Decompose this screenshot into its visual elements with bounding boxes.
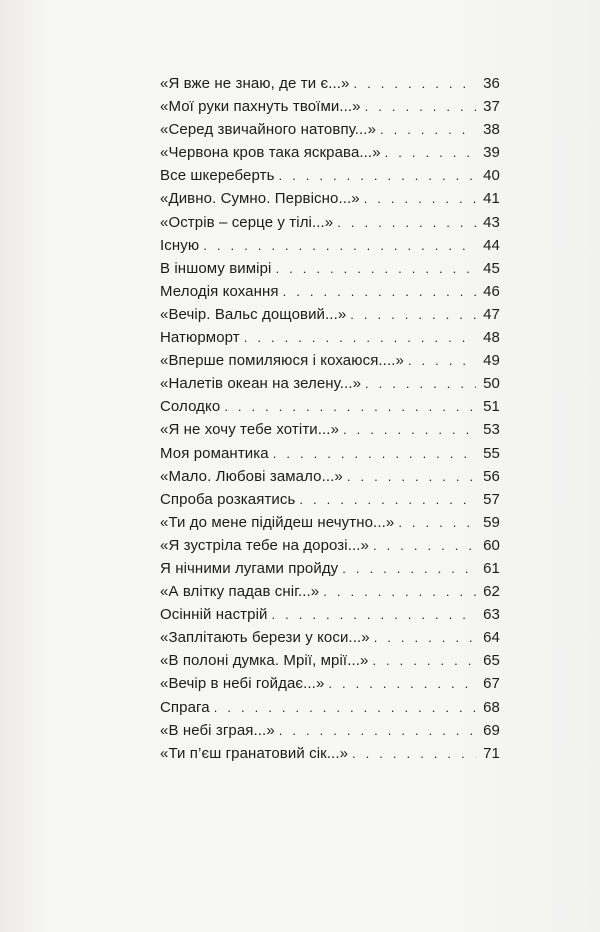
- toc-entry-page-number: 47: [483, 305, 500, 323]
- toc-entry-title: «Заплітають берези у коси...»: [160, 629, 370, 647]
- toc-dot-leader: [408, 349, 476, 372]
- toc-entry-title: Мелодія кохання: [160, 282, 279, 300]
- toc-dot-leader: [299, 488, 476, 511]
- toc-entry-page-number: 39: [483, 144, 500, 162]
- toc-dot-leader: [342, 557, 476, 580]
- toc-entry-title: «Мало. Любові замало...»: [160, 467, 343, 485]
- toc-entry-page-number: 71: [483, 744, 500, 762]
- toc-entry: [160, 488, 500, 511]
- toc-entry-page-number: 59: [483, 513, 500, 531]
- toc-dot-leader: [279, 719, 476, 742]
- toc-entry-page-number: 65: [483, 652, 500, 670]
- toc-entry: [160, 141, 500, 164]
- toc-entry-page-number: 56: [483, 467, 500, 485]
- toc-entry: [160, 326, 500, 349]
- toc-entry-page-number: 49: [483, 352, 500, 370]
- toc-entry-title: Моя романтика: [160, 444, 269, 462]
- toc-entry-page-number: 55: [483, 444, 500, 462]
- toc-entry: [160, 349, 500, 372]
- toc-entry-title: Осінній настрій: [160, 606, 268, 624]
- toc-entry: [160, 211, 500, 234]
- toc-dot-leader: [364, 187, 476, 210]
- toc-entry-title: «Ти п’єш гранатовий сік...»: [160, 744, 349, 762]
- toc-dot-leader: [328, 672, 476, 695]
- toc-dot-leader: [283, 280, 476, 303]
- toc-entry-title: Натюрморт: [160, 329, 240, 347]
- toc-entry-page-number: 60: [483, 536, 500, 554]
- toc-entry: [160, 72, 500, 95]
- toc-dot-leader: [365, 95, 476, 118]
- toc-entry-page-number: 41: [483, 190, 500, 208]
- toc-entry-page-number: 40: [483, 167, 500, 185]
- toc-entry: [160, 418, 500, 441]
- toc-entry: [160, 696, 500, 719]
- toc-entry-page-number: 45: [483, 259, 500, 277]
- toc-dot-leader: [244, 326, 476, 349]
- toc-entry: [160, 465, 500, 488]
- toc-entry-title: «Налетів океан на зелену...»: [160, 375, 362, 393]
- toc-entry-title: «В полоні думка. Мрії, мрії...»: [160, 652, 369, 670]
- toc-entry-page-number: 62: [483, 583, 500, 601]
- toc-dot-leader: [365, 372, 476, 395]
- toc-dot-leader: [352, 742, 476, 765]
- toc-entry-title: Я нічними лугами пройду: [160, 559, 339, 577]
- toc-entry-title: «Вечір. Вальс дощовий...»: [160, 305, 347, 323]
- toc-dot-leader: [353, 72, 476, 95]
- toc-entry-page-number: 63: [483, 606, 500, 624]
- toc-entry-page-number: 69: [483, 721, 500, 739]
- toc-entry: [160, 442, 500, 465]
- toc-entry: [160, 372, 500, 395]
- toc-entry: [160, 511, 500, 534]
- toc-dot-leader: [337, 211, 476, 234]
- toc-dot-leader: [350, 303, 476, 326]
- toc-entry-title: «А влітку падав сніг...»: [160, 583, 320, 601]
- toc-entry-page-number: 37: [483, 98, 500, 116]
- toc-entry: [160, 257, 500, 280]
- toc-entry: [160, 626, 500, 649]
- toc-entry-title: Спрага: [160, 698, 210, 716]
- toc-entry: [160, 164, 500, 187]
- toc-entry-page-number: 57: [483, 490, 500, 508]
- toc-entry-title: «Острів – серце у тілі...»: [160, 213, 334, 231]
- toc-entry-title: «Вечір в небі гойдає...»: [160, 675, 325, 693]
- toc-dot-leader: [214, 696, 476, 719]
- toc-entry-page-number: 50: [483, 375, 500, 393]
- toc-entry-title: «Дивно. Сумно. Первісно...»: [160, 190, 360, 208]
- toc-entry: [160, 557, 500, 580]
- toc-dot-leader: [224, 395, 476, 418]
- toc-entry: [160, 280, 500, 303]
- toc-entry: [160, 719, 500, 742]
- toc-dot-leader: [398, 511, 476, 534]
- toc-dot-leader: [347, 465, 476, 488]
- toc-dot-leader: [279, 164, 476, 187]
- toc-entry-page-number: 67: [483, 675, 500, 693]
- toc-entry-page-number: 53: [483, 421, 500, 439]
- toc-entry-page-number: 64: [483, 629, 500, 647]
- toc-entry: [160, 580, 500, 603]
- toc-entry: [160, 603, 500, 626]
- toc-entry-page-number: 46: [483, 282, 500, 300]
- toc-dot-leader: [323, 580, 476, 603]
- toc-entry: [160, 118, 500, 141]
- toc-entry-title: «Серед звичайного натовпу...»: [160, 121, 377, 139]
- toc-entry-title: «В небі зграя...»: [160, 721, 275, 739]
- toc-entry-page-number: 38: [483, 121, 500, 139]
- toc-entry-page-number: 48: [483, 329, 500, 347]
- toc-entry: [160, 95, 500, 118]
- toc-dot-leader: [272, 603, 477, 626]
- table-of-contents: [160, 72, 500, 765]
- toc-entry: [160, 534, 500, 557]
- toc-entry-title: Спроба розкаятись: [160, 490, 296, 508]
- toc-entry-page-number: 68: [483, 698, 500, 716]
- toc-dot-leader: [343, 418, 476, 441]
- toc-entry-title: Існую: [160, 236, 200, 254]
- toc-entry-page-number: 36: [483, 75, 500, 92]
- toc-entry-page-number: 43: [483, 213, 500, 231]
- toc-entry: [160, 672, 500, 695]
- toc-entry-title: Солодко: [160, 398, 221, 416]
- toc-entry: [160, 649, 500, 672]
- toc-entry-title: «Вперше помиляюся і кохаюся....»: [160, 352, 404, 370]
- toc-dot-leader: [203, 234, 476, 257]
- toc-entry-title: В іншому вимірі: [160, 259, 272, 277]
- toc-dot-leader: [374, 626, 476, 649]
- toc-entry-title: «Я вже не знаю, де ти є...»: [160, 75, 350, 92]
- toc-entry: [160, 303, 500, 326]
- toc-entry-page-number: 44: [483, 236, 500, 254]
- toc-entry: [160, 742, 500, 765]
- toc-entry: [160, 234, 500, 257]
- toc-entry-title: «Я зустріла тебе на дорозі...»: [160, 536, 369, 554]
- toc-entry-title: «Я не хочу тебе хотіти...»: [160, 421, 340, 439]
- toc-dot-leader: [380, 118, 476, 141]
- toc-entry: [160, 187, 500, 210]
- toc-entry-title: «Червона кров така яскрава...»: [160, 144, 381, 162]
- toc-entry-title: «Мої руки пахнуть твоїми...»: [160, 98, 361, 116]
- toc-dot-leader: [273, 442, 476, 465]
- toc-dot-leader: [385, 141, 476, 164]
- toc-entry-page-number: 61: [483, 559, 500, 577]
- toc-entry-title: Все шкереберть: [160, 167, 275, 185]
- toc-entry-page-number: 51: [483, 398, 500, 416]
- toc-entry: [160, 395, 500, 418]
- toc-dot-leader: [275, 257, 476, 280]
- toc-entry-title: «Ти до мене підійдеш нечутно...»: [160, 513, 395, 531]
- toc-dot-leader: [372, 649, 476, 672]
- toc-dot-leader: [373, 534, 476, 557]
